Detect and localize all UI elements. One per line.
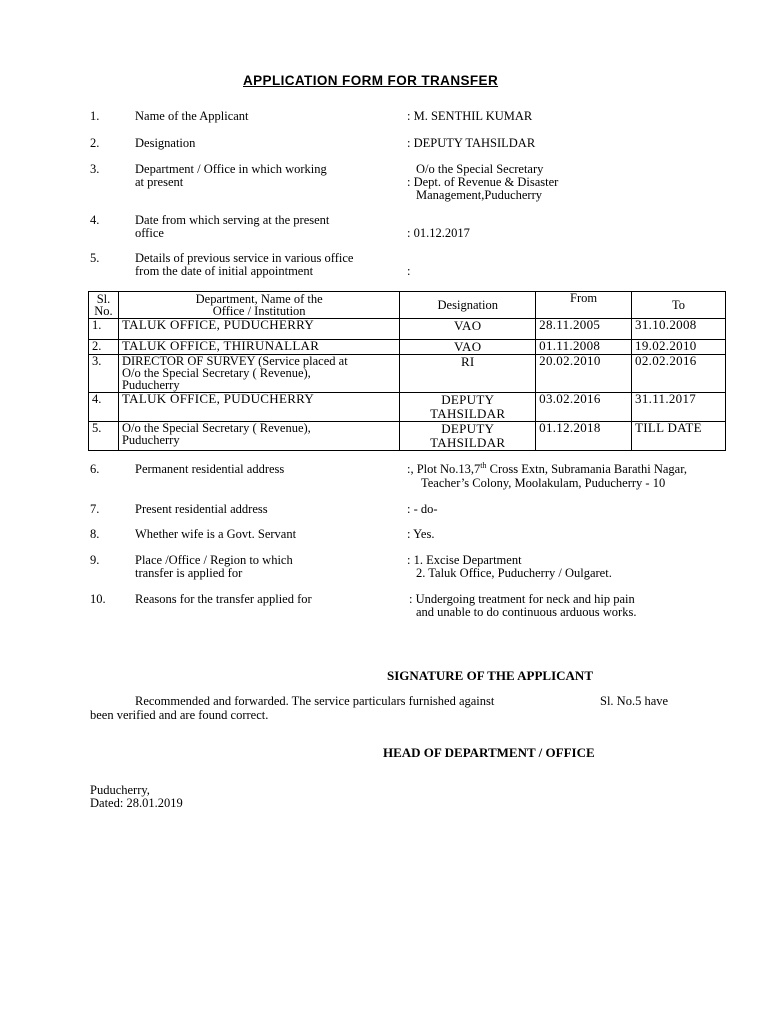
header-sl-line2: No. <box>94 304 113 318</box>
recommendation-text-line1: Recommended and forwarded. The service particulars furnished against <box>135 694 495 708</box>
header-designation: Designation <box>400 292 536 319</box>
cell-sl-no <box>89 340 119 355</box>
item-9-label-line1: Place /Office / Region to which <box>135 553 293 567</box>
cell-to-date <box>632 422 726 451</box>
recommendation-text-ref: Sl. No.5 have <box>600 694 669 708</box>
from-date-text: 28.11.2005 <box>539 317 601 332</box>
item-2-value: : DEPUTY TAHSILDAR <box>407 136 536 150</box>
cell-from-date <box>536 355 632 393</box>
cell-sl-no <box>89 422 119 451</box>
cell-to-date <box>632 319 726 340</box>
cell-designation <box>400 319 536 340</box>
item-9-value-line2: 2. Taluk Office, Puducherry / Oulgaret. <box>416 566 612 580</box>
to-date-text: TILL DATE <box>635 420 702 435</box>
form-title: APPLICATION FORM FOR TRANSFER <box>243 73 499 88</box>
table-header-row <box>89 292 726 319</box>
sl-no-text: 5. <box>92 421 102 435</box>
from-date-text: 01.12.2018 <box>539 420 601 435</box>
item-10-number: 10. <box>90 592 106 606</box>
table-row <box>89 319 726 340</box>
table-row <box>89 340 726 355</box>
header-department <box>118 292 399 319</box>
header-from: From <box>536 292 632 319</box>
recommendation-text-line2: been verified and are found correct. <box>90 708 269 722</box>
item-1-value: : M. SENTHIL KUMAR <box>407 109 533 123</box>
applicant-signature-label: SIGNATURE OF THE APPLICANT <box>387 668 593 683</box>
item-7-value: : - do- <box>407 502 438 516</box>
department-line: TALUK OFFICE, PUDUCHERRY <box>121 317 315 332</box>
header-to: To <box>632 292 726 319</box>
cell-designation <box>400 340 536 355</box>
cell-from-date <box>536 393 632 422</box>
header-dept-line1: Department, Name of the <box>195 292 323 306</box>
item-3-value-line2: : Dept. of Revenue & Disaster <box>407 175 559 189</box>
designation-line: RI <box>460 354 475 369</box>
table-row <box>89 355 726 393</box>
table-row <box>89 393 726 422</box>
department-line: TALUK OFFICE, THIRUNALLAR <box>121 338 320 353</box>
sl-no-text: 4. <box>92 392 102 406</box>
designation-line: VAO <box>454 318 482 333</box>
cell-from-date <box>536 422 632 451</box>
cell-department <box>118 393 399 422</box>
date-text: Dated: 28.01.2019 <box>90 796 183 810</box>
header-sl-line1: Sl. <box>96 292 111 306</box>
item-5-number: 5. <box>90 251 100 265</box>
address-part1: :, Plot No.13,7 <box>407 462 481 476</box>
item-2-label: Designation <box>135 136 196 150</box>
cell-to-date <box>632 355 726 393</box>
item-10-value-line2: and unable to do continuous arduous works. <box>416 605 637 619</box>
item-9-value-line1: : 1. Excise Department <box>407 553 522 567</box>
item-6-value-line2: Teacher’s Colony, Moolakulam, Puducherry - 10 <box>421 476 666 490</box>
item-6-value-line1 <box>407 460 688 476</box>
cell-sl-no <box>89 393 119 422</box>
cell-designation <box>400 393 536 422</box>
designation-line: DEPUTY <box>441 421 495 436</box>
item-5-label-line2: from the date of initial appointment <box>135 264 314 278</box>
to-date-text: 19.02.2010 <box>635 338 697 353</box>
item-1-number: 1. <box>90 109 100 123</box>
item-6-number: 6. <box>90 462 100 476</box>
sl-no-text: 1. <box>92 318 102 332</box>
cell-to-date <box>632 393 726 422</box>
cell-sl-no <box>89 355 119 393</box>
department-line: O/o the Special Secretary ( Revenue), <box>121 366 311 380</box>
to-date-text: 02.02.2016 <box>635 353 697 368</box>
designation-line: VAO <box>454 339 482 354</box>
header-sl-no <box>89 292 119 319</box>
head-of-department-label: HEAD OF DEPARTMENT / OFFICE <box>383 745 595 760</box>
item-9-label-line2: transfer is applied for <box>135 566 243 580</box>
header-dept-line2: Office / Institution <box>212 304 306 318</box>
service-history-table <box>88 291 726 451</box>
department-line: Puducherry <box>121 378 180 392</box>
sl-no-text: 2. <box>92 339 102 353</box>
item-10-value-line1: : Undergoing treatment for neck and hip pain <box>409 592 635 606</box>
designation-line: TAHSILDAR <box>430 406 506 421</box>
item-6-label: Permanent residential address <box>135 462 285 476</box>
item-3-value-line3: Management,Puducherry <box>416 188 543 202</box>
from-date-text: 03.02.2016 <box>539 391 601 406</box>
to-date-text: 31.11.2017 <box>635 391 697 406</box>
item-5-label-line1: Details of previous service in various office <box>135 251 354 265</box>
department-line: TALUK OFFICE, PUDUCHERRY <box>121 391 315 406</box>
cell-department <box>118 319 399 340</box>
cell-department <box>118 422 399 451</box>
item-2-number: 2. <box>90 136 100 150</box>
item-3-label-line1: Department / Office in which working <box>135 162 327 176</box>
place-text: Puducherry, <box>90 783 150 797</box>
department-line: DIRECTOR OF SURVEY (Service placed at <box>121 354 348 368</box>
table-row <box>89 422 726 451</box>
item-7-label: Present residential address <box>135 502 268 516</box>
item-4-label-line1: Date from which serving at the present <box>135 213 330 227</box>
item-8-number: 8. <box>90 527 100 541</box>
cell-department <box>118 340 399 355</box>
cell-sl-no <box>89 319 119 340</box>
item-8-value: : Yes. <box>407 527 435 541</box>
item-1-label: Name of the Applicant <box>135 109 249 123</box>
to-date-text: 31.10.2008 <box>635 317 697 332</box>
item-7-number: 7. <box>90 502 100 516</box>
address-superscript: th <box>480 460 487 470</box>
cell-designation <box>400 422 536 451</box>
item-4-label-line2: office <box>135 226 164 240</box>
item-4-value: : 01.12.2017 <box>407 226 470 240</box>
cell-from-date <box>536 319 632 340</box>
cell-department <box>118 355 399 393</box>
designation-line: DEPUTY <box>441 392 495 407</box>
address-part2: Cross Extn, Subramania Barathi Nagar, <box>486 462 688 476</box>
designation-line: TAHSILDAR <box>430 435 506 450</box>
item-4-number: 4. <box>90 213 100 227</box>
item-5-value: : <box>407 264 411 278</box>
item-3-number: 3. <box>90 162 100 176</box>
department-line: Puducherry <box>121 433 180 447</box>
item-8-label: Whether wife is a Govt. Servant <box>135 527 297 541</box>
sl-no-text: 3. <box>92 354 102 368</box>
from-date-text: 01.11.2008 <box>539 338 601 353</box>
department-line: O/o the Special Secretary ( Revenue), <box>121 421 311 435</box>
from-date-text: 20.02.2010 <box>539 353 601 368</box>
cell-designation <box>400 355 536 393</box>
item-10-label: Reasons for the transfer applied for <box>135 592 312 606</box>
item-9-number: 9. <box>90 553 100 567</box>
item-3-label-line2: at present <box>135 175 184 189</box>
item-3-value-line1: O/o the Special Secretary <box>416 162 544 176</box>
